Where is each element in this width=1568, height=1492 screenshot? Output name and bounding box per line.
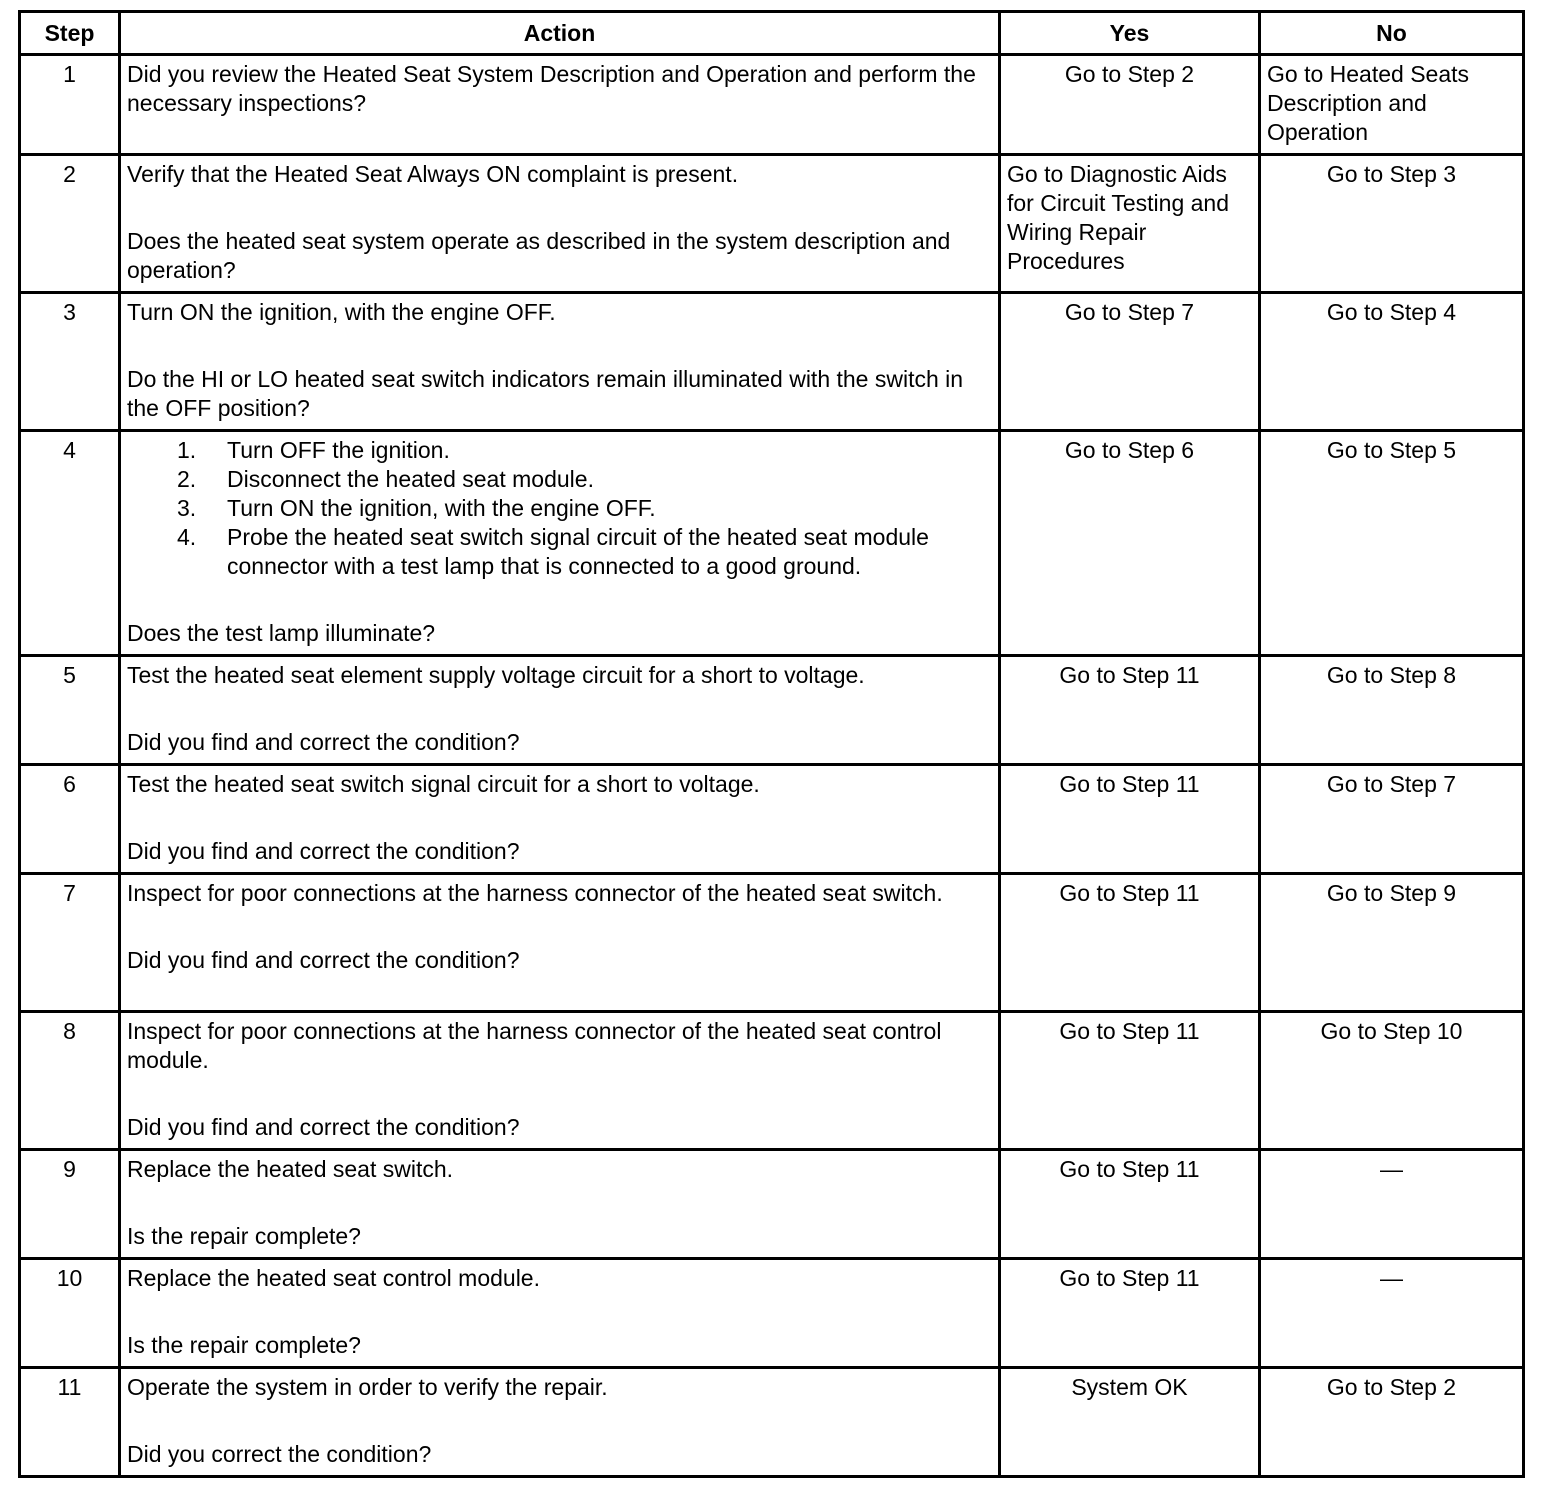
- list-item: [127, 523, 992, 581]
- list-number: 2.: [177, 466, 197, 492]
- action-instruction: Replace the heated seat control module.: [127, 1265, 540, 1291]
- yes-cell: Go to Step 11: [1000, 1259, 1260, 1368]
- action-question: Do the HI or LO heated seat switch indicators remain illuminated with the switch in the OFF position?: [127, 366, 964, 421]
- yes-cell: Go to Step 11: [1000, 656, 1260, 765]
- step-number: 10: [20, 1259, 120, 1368]
- action-instruction: Replace the heated seat switch.: [127, 1156, 454, 1182]
- action-question: Is the repair complete?: [127, 1332, 361, 1358]
- action-cell: [120, 55, 1000, 155]
- action-cell: [120, 1150, 1000, 1259]
- list-text: Probe the heated seat switch signal circuit of the heated seat module connector with a test lamp that is connected to a good ground.: [227, 524, 929, 579]
- action-question: Is the repair complete?: [127, 1223, 361, 1249]
- header-no: No: [1260, 12, 1524, 55]
- no-cell: Go to Step 3: [1260, 155, 1524, 293]
- no-cell: —: [1260, 1150, 1524, 1259]
- no-cell: —: [1260, 1259, 1524, 1368]
- no-cell: Go to Step 7: [1260, 765, 1524, 874]
- action-cell: [120, 1259, 1000, 1368]
- list-text: Turn ON the ignition, with the engine OFF.: [227, 495, 656, 521]
- no-cell: Go to Step 5: [1260, 431, 1524, 656]
- list-number: 1.: [177, 437, 197, 463]
- table-row: [20, 431, 1524, 656]
- step-number: 1: [20, 55, 120, 155]
- yes-cell: Go to Step 7: [1000, 293, 1260, 431]
- yes-cell: System OK: [1000, 1368, 1260, 1477]
- list-number: 3.: [177, 495, 197, 521]
- action-question: Does the test lamp illuminate?: [127, 620, 436, 646]
- table-row: [20, 656, 1524, 765]
- action-cell: [120, 874, 1000, 1012]
- yes-cell: Go to Diagnostic Aids for Circuit Testing and Wiring Repair Procedures: [1000, 155, 1260, 293]
- list-item: [127, 465, 992, 494]
- step-number: 5: [20, 656, 120, 765]
- header-step: Step: [20, 12, 120, 55]
- yes-cell: Go to Step 11: [1000, 1150, 1260, 1259]
- action-instruction: Verify that the Heated Seat Always ON complaint is present.: [127, 161, 739, 187]
- table-row: [20, 1150, 1524, 1259]
- action-question: Did you find and correct the condition?: [127, 947, 520, 973]
- no-cell: Go to Step 9: [1260, 874, 1524, 1012]
- header-action: Action: [120, 12, 1000, 55]
- step-number: 7: [20, 874, 120, 1012]
- list-text: Turn OFF the ignition.: [227, 437, 450, 463]
- table-row: [20, 155, 1524, 293]
- step-number: 9: [20, 1150, 120, 1259]
- action-instruction: Inspect for poor connections at the harness connector of the heated seat control module.: [127, 1018, 942, 1073]
- header-row: [20, 12, 1524, 55]
- action-cell: [120, 1368, 1000, 1477]
- procedure-list: [127, 436, 992, 581]
- table-row: [20, 55, 1524, 155]
- list-item: [127, 436, 992, 465]
- action-cell: [120, 293, 1000, 431]
- yes-cell: Go to Step 11: [1000, 874, 1260, 1012]
- no-cell: Go to Heated Seats Description and Operation: [1260, 55, 1524, 155]
- action-instruction: Test the heated seat switch signal circuit for a short to voltage.: [127, 771, 760, 797]
- yes-cell: Go to Step 11: [1000, 1012, 1260, 1150]
- table-row: [20, 1259, 1524, 1368]
- yes-cell: Go to Step 11: [1000, 765, 1260, 874]
- table-row: [20, 765, 1524, 874]
- action-instruction: Operate the system in order to verify the repair.: [127, 1374, 608, 1400]
- table-row: [20, 1012, 1524, 1150]
- action-cell: [120, 656, 1000, 765]
- no-cell: Go to Step 2: [1260, 1368, 1524, 1477]
- list-text: Disconnect the heated seat module.: [227, 466, 594, 492]
- action-question: Did you find and correct the condition?: [127, 838, 520, 864]
- no-cell: Go to Step 10: [1260, 1012, 1524, 1150]
- table-row: [20, 293, 1524, 431]
- step-number: 8: [20, 1012, 120, 1150]
- no-cell: Go to Step 8: [1260, 656, 1524, 765]
- action-cell: [120, 765, 1000, 874]
- action-instruction: Inspect for poor connections at the harness connector of the heated seat switch.: [127, 880, 943, 906]
- table-row: [20, 874, 1524, 1012]
- action-question: Did you correct the condition?: [127, 1441, 432, 1467]
- action-question: Did you find and correct the condition?: [127, 1114, 520, 1140]
- action-instruction: Test the heated seat element supply voltage circuit for a short to voltage.: [127, 662, 865, 688]
- step-number: 3: [20, 293, 120, 431]
- no-cell: Go to Step 4: [1260, 293, 1524, 431]
- action-question: Did you find and correct the condition?: [127, 729, 520, 755]
- yes-cell: Go to Step 2: [1000, 55, 1260, 155]
- header-yes: Yes: [1000, 12, 1260, 55]
- table-row: [20, 1368, 1524, 1477]
- action-cell: [120, 155, 1000, 293]
- step-number: 2: [20, 155, 120, 293]
- step-number: 6: [20, 765, 120, 874]
- list-number: 4.: [177, 524, 197, 550]
- action-question: Does the heated seat system operate as described in the system description and operation?: [127, 228, 951, 283]
- step-number: 4: [20, 431, 120, 656]
- diagnostic-table: [18, 10, 1525, 1478]
- action-cell: [120, 431, 1000, 656]
- yes-cell: Go to Step 6: [1000, 431, 1260, 656]
- action-cell: [120, 1012, 1000, 1150]
- action-text: Did you review the Heated Seat System Description and Operation and perform the necessary inspections?: [127, 61, 976, 116]
- step-number: 11: [20, 1368, 120, 1477]
- list-item: [127, 494, 992, 523]
- action-instruction: Turn ON the ignition, with the engine OFF.: [127, 299, 556, 325]
